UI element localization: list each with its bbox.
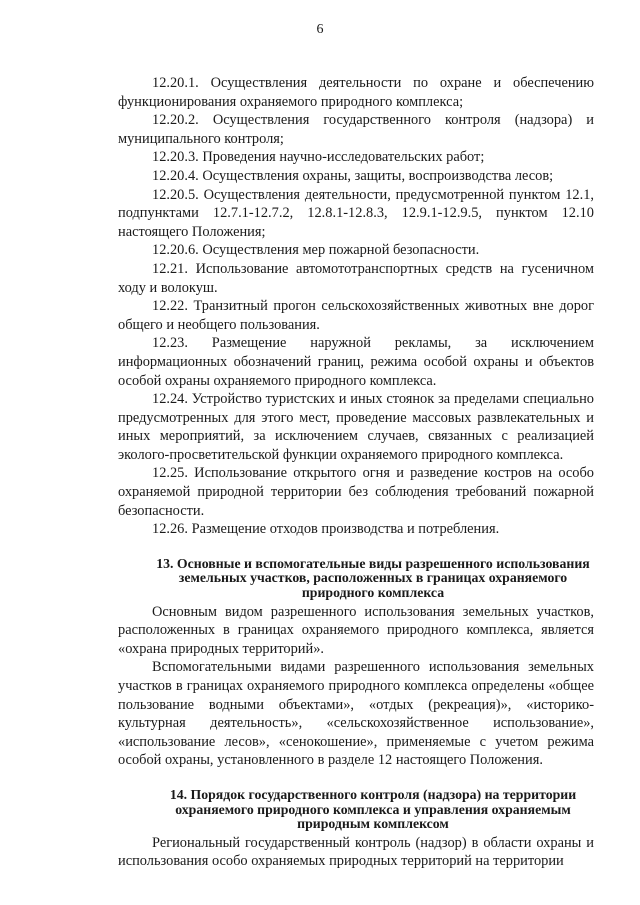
paragraph-12-20-6: 12.20.6. Осуществления мер пожарной безопасности. — [152, 242, 480, 259]
paragraph-12-20-5: 12.20.5. Осуществления деятельности, предусмотренной пунктом 12.1, подпунктами 12.7.1-12.7.2, 12.8.1-12.8.3, 12.9.1-12.9.5, пунктом 12.10 настоящего Положения; — [118, 186, 594, 240]
paragraph-12-24: 12.24. Устройство туристских и иных стоянок за пределами специально предусмотренных для этого мест, проведение массовых развлекательных и иных мероприятий, за исключением случаев, связанных с реализацией эколого-просветительской функции охраняемого природного комплекса. — [118, 391, 594, 463]
paragraph-12-21: 12.21. Использование автомототранспортных средств на гусеничном ходу и волокуш. — [118, 260, 594, 296]
section-13-paragraph-auxiliary-use: Вспомогательными видами разрешенного использования земельных участков в границах охраняемого природного комплекса определены «общее пользование водными объектами», «отдых (рекреация)», «историко-культурная деятельность», «сельскохозяйственное использование», «использование лесов», «сенокошение», применяемые с учетом режима особой охраны, установленного в разделе 12 настоящего Положения. — [118, 659, 594, 769]
page-number: 6 — [316, 22, 324, 37]
paragraph-12-26: 12.26. Размещение отходов производства и потребления. — [152, 521, 500, 538]
section-14-heading: 14. Порядок государственного контроля (надзора) на территории охраняемого природного комплекса и управления охраняемым природным комплексом — [169, 786, 577, 832]
paragraph-12-22: 12.22. Транзитный прогон сельскохозяйственных животных вне дорог общего и необщего пользования. — [118, 298, 594, 333]
paragraph-12-20-1: 12.20.1. Осуществления деятельности по охране и обеспечению функционирования охраняемого природного комплекса; — [118, 75, 594, 110]
paragraph-12-25: 12.25. Использование открытого огня и разведение костров на особо охраняемой природной территории без соблюдения требований пожарной безопасности. — [118, 465, 594, 519]
paragraph-12-20-4: 12.20.4. Осуществления охраны, защиты, воспроизводства лесов; — [152, 167, 554, 184]
section-14-paragraph-regional-control: Региональный государственный контроль (надзор) в области охраны и использования особо охраняемых природных территорий на территории — [118, 834, 594, 870]
paragraph-12-23: 12.23. Размещение наружной рекламы, за исключением информационных обозначений границ, режима особой охраны и объектов особой охраны охраняемого природного комплекса. — [118, 335, 594, 389]
section-13-paragraph-main-use: Основным видом разрешенного использования земельных участков, расположенных в границах охраняемого природного комплекса, является «охрана природных территорий». — [118, 603, 594, 657]
paragraph-12-20-2: 12.20.2. Осуществления государственного контроля (надзора) и муниципального контроля; — [118, 112, 594, 147]
document-body — [118, 74, 594, 871]
paragraph-12-20-3: 12.20.3. Проведения научно-исследовательских работ; — [152, 149, 485, 166]
section-13-heading: 13. Основные и вспомогательные виды разрешенного использования земельных участков, расположенных в границах охраняемого природного комплекса — [156, 555, 590, 601]
